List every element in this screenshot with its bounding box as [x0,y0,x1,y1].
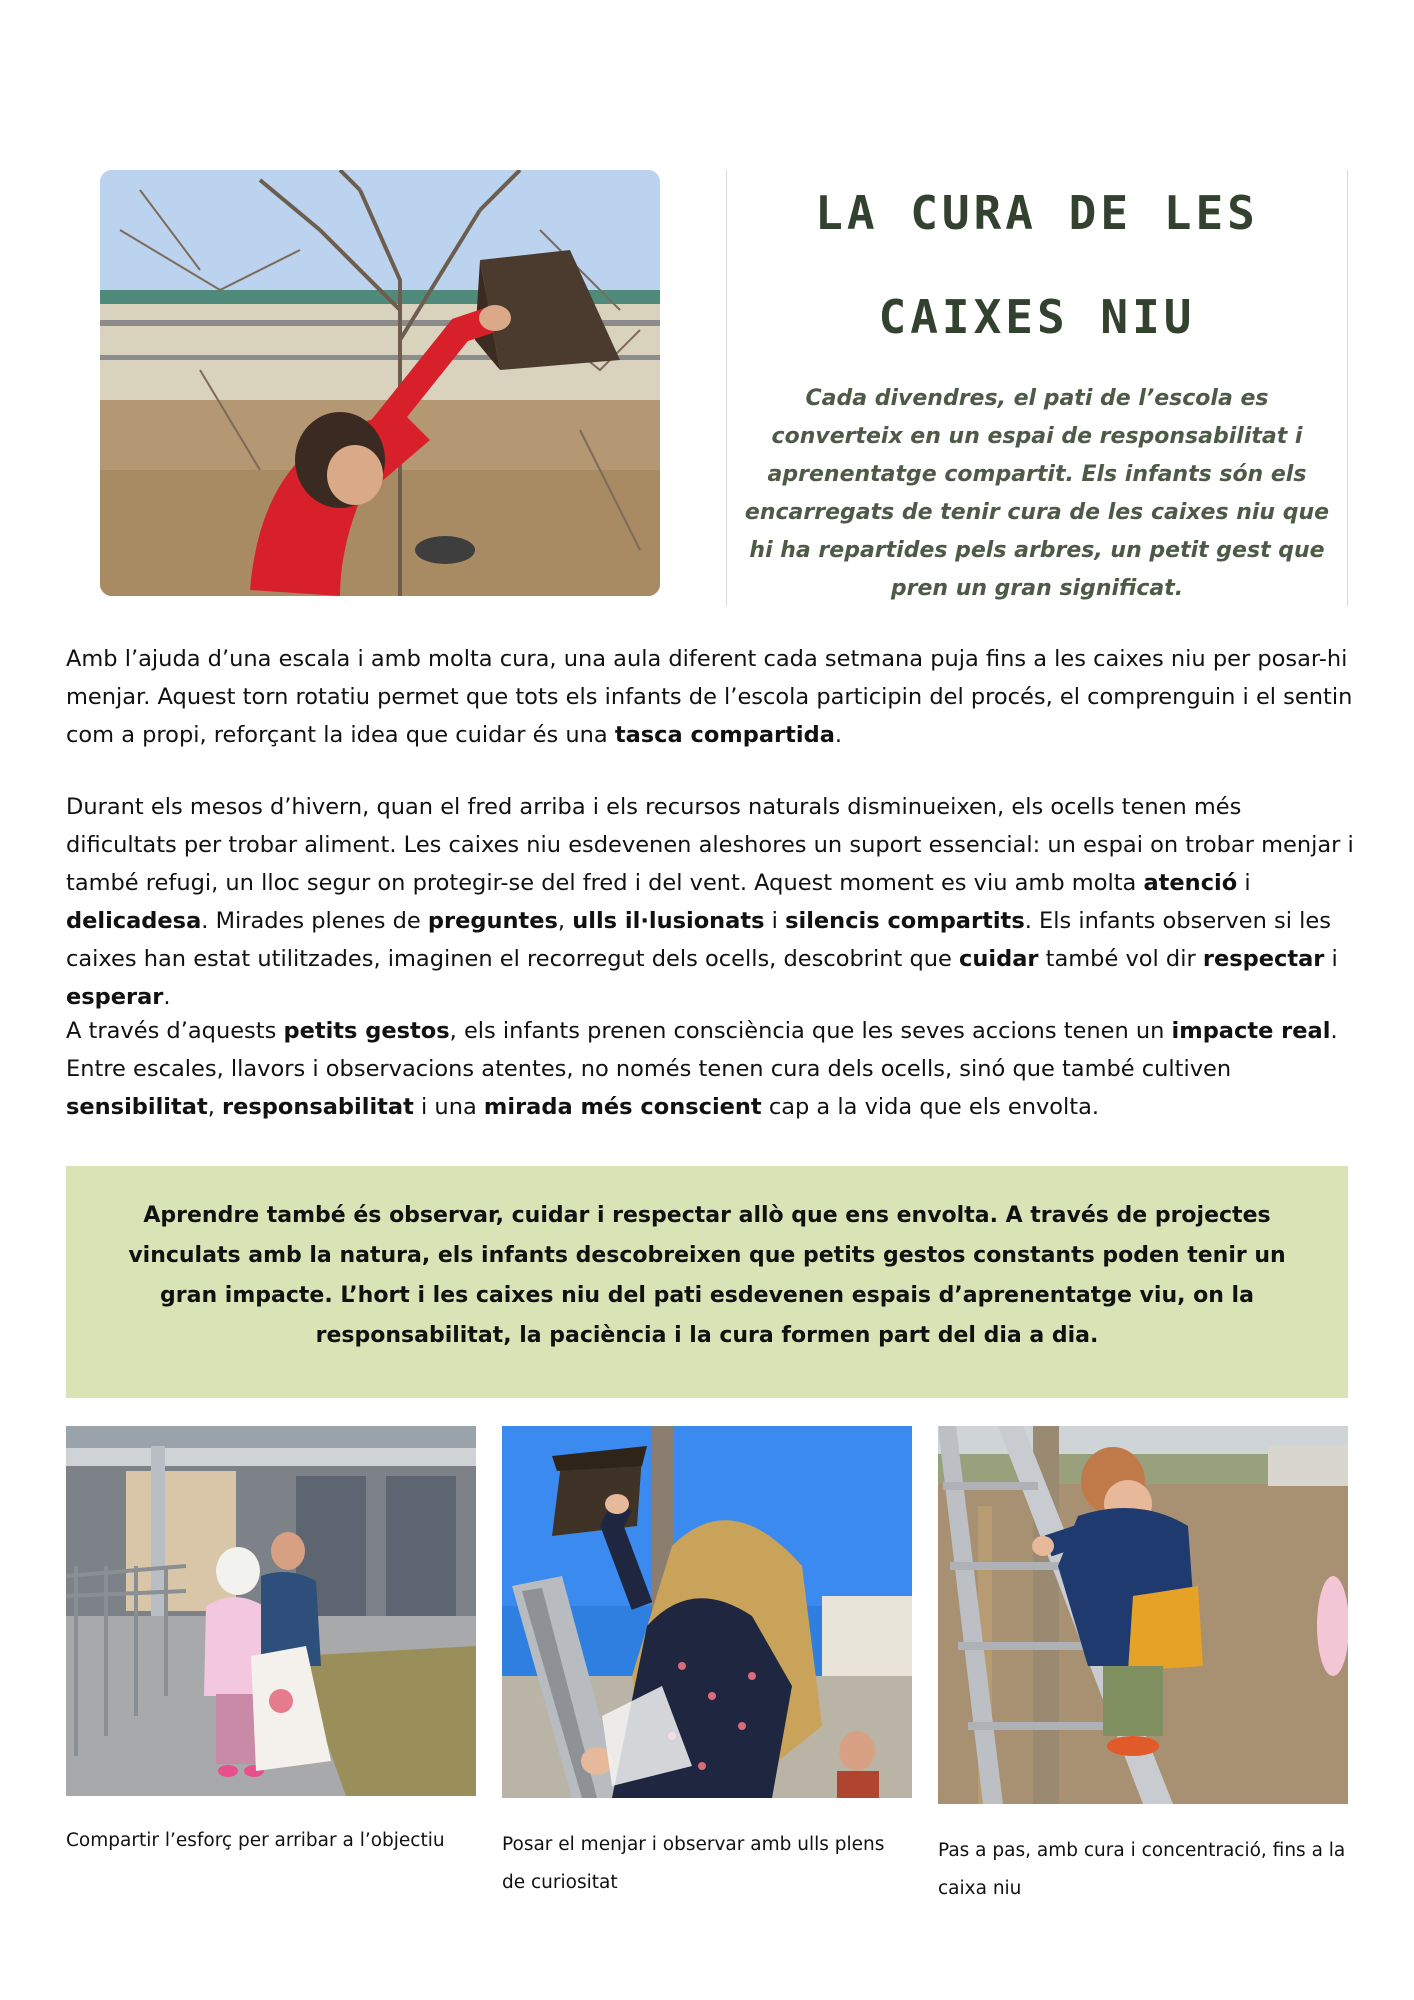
hero-photo [100,170,660,596]
paragraph-text: . Mirades plenes de [201,908,428,934]
page-title-line-2: CAIXES NIU [878,290,1196,344]
paragraph-text: cap a la vida que els envolta. [761,1094,1100,1120]
emphasis-text: impacte real [1171,1018,1331,1044]
gallery-caption-1: Compartir l’esforç per arribar a l’objectiu [66,1830,445,1851]
paragraph-text: i [1324,946,1338,972]
highlight-text: Aprendre també és observar, cuidar i respectar allò que ens envolta. A través de projectes vinculats amb la natura, els infants descobreixen que petits gestos constants poden tenir un gran impacte. L’hort i les caixes niu del pati esdevenen espais d’aprenentatge viu, on la responsabilitat, la paciència i la cura formen part del dia a dia. [128,1203,1286,1348]
emphasis-text: preguntes [427,908,558,934]
highlight-box [66,1166,1348,1398]
gallery-photo-3-image [938,1426,1348,1804]
paragraph-text: , els infants prenen consciència que les seves accions tenen un [449,1018,1172,1044]
emphasis-text: ulls il·lusionats [572,908,765,934]
paragraph-text: . Els infants observen si les caixes han estat utilitzades, imaginen el recorregut dels ocells, descobrint que [66,908,1331,972]
emphasis-text: silencis compartits [785,908,1025,934]
emphasis-text: petits gestos [283,1018,450,1044]
paragraph-text: , [207,1094,223,1120]
emphasis-text: cuidar [959,946,1039,972]
body-paragraph-1 [66,640,1356,754]
gallery-photo-1-image [66,1426,476,1796]
paragraph-text: també vol dir [1038,946,1203,972]
gallery-caption-3: Pas a pas, amb cura i concentració, fins a la caixa niu [938,1840,1346,1899]
paragraph-text: Amb l’ajuda d’una escala i amb molta cura, una aula diferent cada setmana puja fins a les caixes niu per posar-hi menjar. Aquest torn rotatiu permet que tots els infants de l’escola participin del procés, el comprenguin i el sentin com a propi, reforçant la idea que cuidar és una [66,646,1353,748]
emphasis-text: responsabilitat [222,1094,414,1120]
emphasis-text: sensibilitat [66,1094,208,1120]
hero-photo-image [100,170,660,596]
emphasis-text: delicadesa [66,908,202,934]
paragraph-text: . [834,722,843,748]
body-paragraph-3 [66,1012,1356,1126]
title-panel [726,170,1348,606]
emphasis-text: esperar [66,984,164,1010]
paragraph-text: i una [413,1094,484,1120]
emphasis-text: atenció [1143,870,1238,896]
paragraph-text: i [1237,870,1251,896]
body-paragraph-2 [66,788,1356,1016]
paragraph-text: . Entre escales, llavors i observacions atentes, no només tenen cura dels ocells, sinó que també cultiven [66,1018,1338,1082]
gallery-photo-2 [502,1426,912,1798]
paragraph-text: , [557,908,573,934]
paragraph-text: Durant els mesos d’hivern, quan el fred arriba i els recursos naturals disminueixen, els ocells tenen més dificultats per trobar aliment. Les caixes niu esdevenen aleshores un suport essencial: un espai on trobar menjar i també refugi, un lloc segur on protegir-se del fred i del vent. Aquest moment es viu amb molta [66,794,1354,896]
emphasis-text: tasca compartida [614,722,835,748]
emphasis-text: respectar [1202,946,1325,972]
gallery-photo-1 [66,1426,476,1796]
emphasis-text: mirada més conscient [483,1094,762,1120]
gallery-photo-3 [938,1426,1348,1804]
paragraph-text: i [764,908,786,934]
paragraph-text: . [163,984,171,1010]
page-title-line-1: LA CURA DE LES [815,186,1259,240]
gallery-photo-2-image [502,1426,912,1798]
intro-text: Cada divendres, el pati de l’escola es converteix en un espai de responsabilitat i aprenentatge compartit. Els infants són els encarregats de tenir cura de les caixes niu que hi ha repartides pels arbres, un petit gest que pren un gran significat. [744,386,1330,601]
gallery-caption-2: Posar el menjar i observar amb ulls plens de curiositat [502,1834,885,1893]
paragraph-text: A través d’aquests [66,1018,284,1044]
